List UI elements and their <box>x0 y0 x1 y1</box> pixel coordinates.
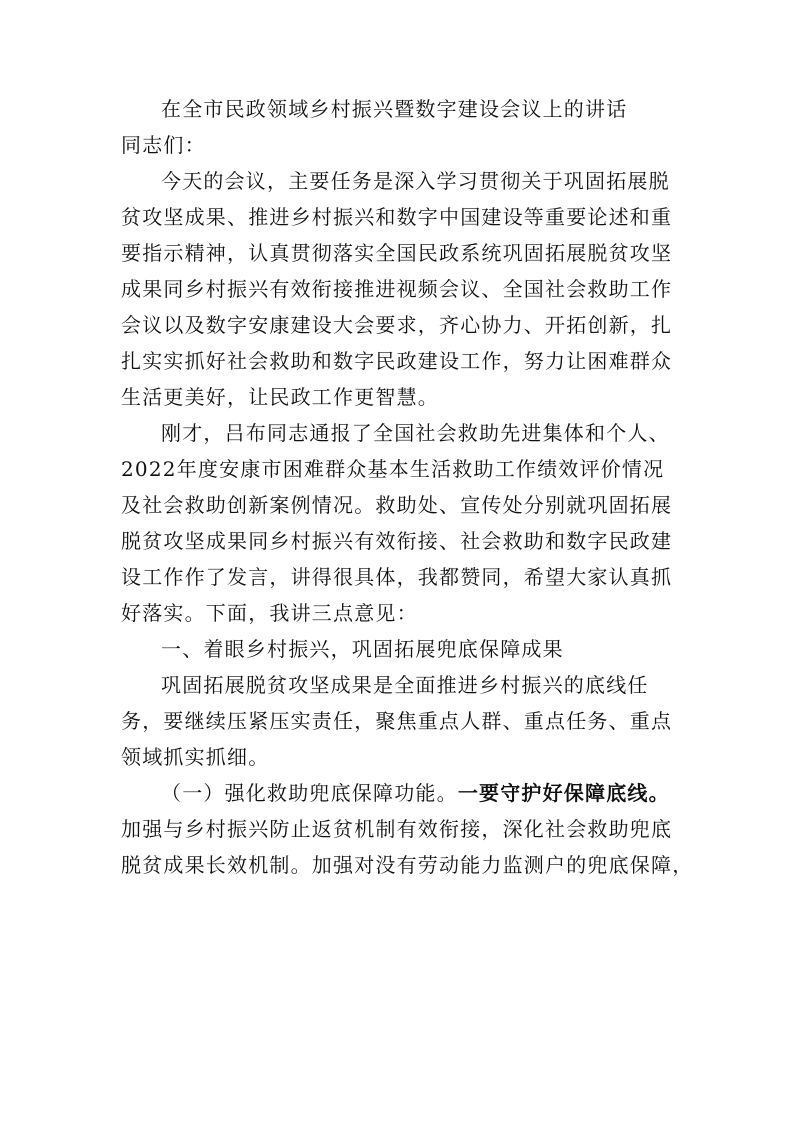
paragraph-line: 扎实实抓好社会救助和数字民政建设工作，努力让困难群众 <box>121 349 673 373</box>
section-heading-text: 一、着眼乡村振兴，巩固拓展兜底保障成果 <box>161 637 564 661</box>
paragraph-line: 脱贫攻坚成果同乡村振兴有效衔接、社会救助和数字民政建 <box>121 529 673 553</box>
paragraph-line: 生活更美好，让民政工作更智慧。 <box>121 385 439 409</box>
subsection-bold-text: 一要守护好保障底线。 <box>457 781 670 805</box>
paragraph-line: 务，要继续压紧压实责任，聚焦重点人群、重点任务、重点 <box>121 709 673 733</box>
paragraph-line: 2022年度安康市困难群众基本生活救助工作绩效评价情况 <box>121 457 665 481</box>
section-heading <box>121 631 677 667</box>
salutation: 同志们： <box>121 133 206 157</box>
paragraph-1 <box>121 163 677 415</box>
paragraph-line: 加强与乡村振兴防止返贫机制有效衔接，深化社会救助兜底 <box>121 817 673 841</box>
subsection-lead: （一）强化救助兜底保障功能。 <box>161 781 458 805</box>
paragraph-line: 及社会救助创新案例情况。救助处、宣传处分别就巩固拓展 <box>121 493 673 517</box>
paragraph-line: 设工作作了发言，讲得很具体，我都赞同，希望大家认真抓 <box>121 565 673 589</box>
subsection <box>121 775 694 883</box>
paragraph-line: 好落实。下面，我讲三点意见： <box>121 601 418 625</box>
paragraph-line: 今天的会议，主要任务是深入学习贯彻关于巩固拓展脱 <box>161 169 670 193</box>
paragraph-line: 要指示精神，认真贯彻落实全国民政系统巩固拓展脱贫攻坚 <box>121 241 673 265</box>
paragraph-2 <box>121 415 677 631</box>
document-title: 在全市民政领域乡村振兴暨数字建设会议上的讲话 <box>161 97 628 121</box>
paragraph-line: 贫攻坚成果、推进乡村振兴和数字中国建设等重要论述和重 <box>121 205 673 229</box>
paragraph-line: 脱贫成果长效机制。加强对没有劳动能力监测户的兜底保障， <box>121 853 694 877</box>
paragraph-line: 成果同乡村振兴有效衔接推进视频会议、全国社会救助工作 <box>121 277 673 301</box>
subsection-first-line <box>121 775 677 811</box>
paragraph-line: 领域抓实抓细。 <box>121 745 270 769</box>
paragraph-line: 会议以及数字安康建设大会要求，齐心协力、开拓创新，扎 <box>121 313 673 337</box>
paragraph-line: 刚才，吕布同志通报了全国社会救助先进集体和个人、 <box>161 421 670 445</box>
paragraph-4 <box>121 667 677 775</box>
document-body <box>121 91 694 883</box>
paragraph-line: 巩固拓展脱贫攻坚成果是全面推进乡村振兴的底线任 <box>161 673 649 697</box>
